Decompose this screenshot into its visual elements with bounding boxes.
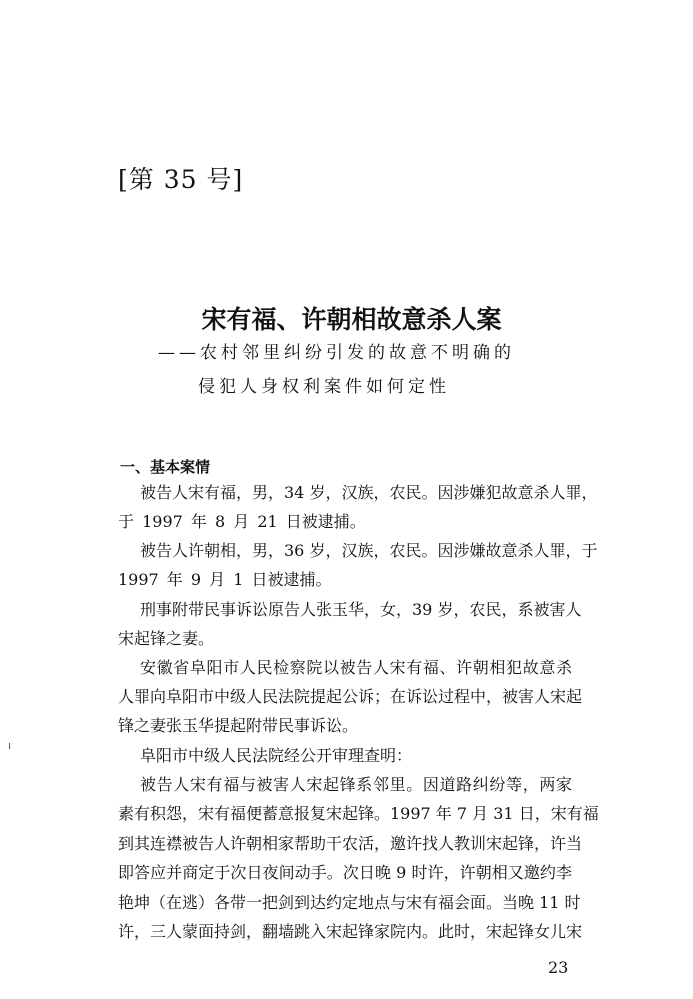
case-title: 宋有福、许朝相故意杀人案 [201,305,502,334]
body-line: 安徽省阜阳市人民检察院以被告人宋有福、许朝相犯故意杀 [140,658,572,677]
body-line: 被告人宋有福，男，34 岁，汉族，农民。因涉嫌犯故意杀人罪， [140,483,598,502]
page-number: 23 [548,958,569,977]
scan-mark [9,743,10,749]
body-line: 素有积怨，宋有福便蓄意报复宋起锋。1997 年 7 月 31 日，宋有福 [118,804,599,823]
body-line: 即答应并商定于次日夜间动手。次日晚 9 时许，许朝相又邀约李 [118,863,572,882]
case-subtitle-line-2: 侵犯人身权利案件如何定性 [198,377,450,397]
case-number: [第 35 号] [118,165,244,194]
body-line: 被告人宋有福与被害人宋起锋系邻里。因道路纠纷等，两家 [140,775,572,794]
body-line: 到其连襟被告人许朝相家帮助干农活，邀许找人教训宋起锋，许当 [118,834,583,853]
body-line: 锋之妻张玉华提起附带民事诉讼。 [118,716,359,735]
body-line: 1997 年 9 月 1 日被逮捕。 [118,570,332,589]
body-line: 人罪向阜阳市中级人民法院提起公诉；在诉讼过程中，被害人宋起 [118,687,583,706]
case-subtitle-line-1: ——农村邻里纠纷引发的故意不明确的 [158,343,515,363]
body-line: 艳坤（在逃）各带一把剑到达约定地点与宋有福会面。当晚 11 时 [118,893,581,912]
body-line: 刑事附带民事诉讼原告人张玉华，女，39 岁，农民，系被害人 [140,600,582,619]
body-line: 被告人许朝相，男，36 岁，汉族，农民。因涉嫌故意杀人罪，于 [140,541,598,560]
body-line: 阜阳市中级人民法院经公开审理查明： [140,746,413,765]
body-line: 宋起锋之妻。 [118,629,215,648]
body-line: 许，三人蒙面持剑，翻墙跳入宋起锋家院内。此时，宋起锋女儿宋 [118,922,583,941]
section-heading: 一、基本案情 [120,458,211,476]
body-line: 于 1997 年 8 月 21 日被逮捕。 [118,512,366,531]
